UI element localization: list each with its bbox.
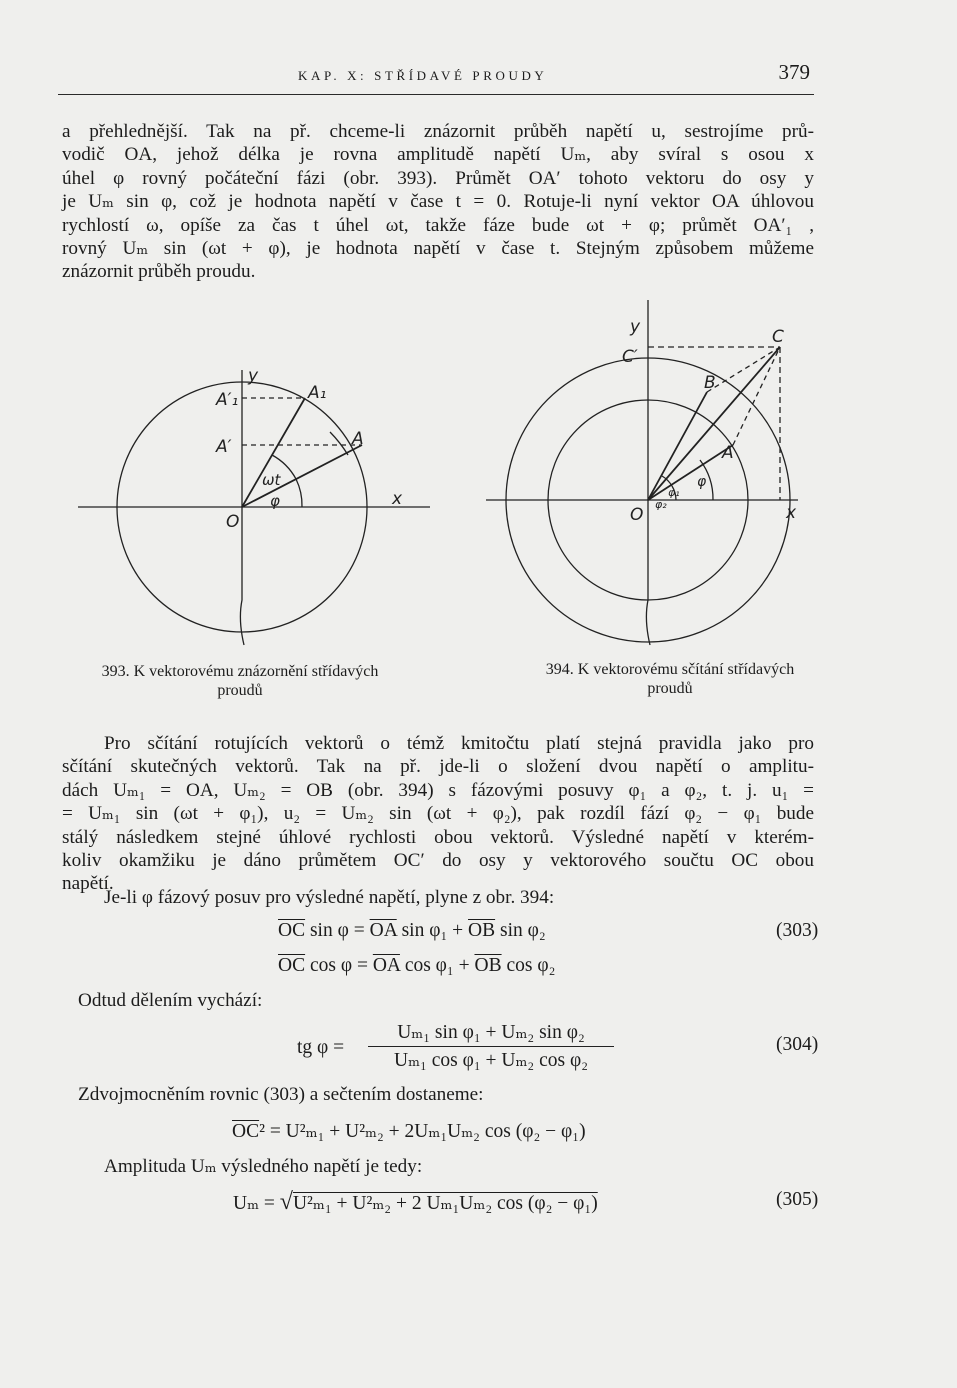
- fig393-circle: [117, 382, 367, 632]
- caption-393: [60, 662, 420, 700]
- fig393-arc-phi: [296, 479, 302, 507]
- equation-number-304: (304): [776, 1034, 819, 1055]
- fig394-label-phi: φ: [697, 474, 707, 490]
- fig393-label-omegat: ωt: [262, 471, 281, 489]
- eq-term: sin φ₂: [495, 920, 546, 941]
- text-line: = Uₘ₁ sin (ωt + φ₁), u₂ = Uₘ₂ sin (ωt + φ₂), pak rozdíl fází φ₂ − φ₁ bude: [62, 803, 814, 825]
- fig393-y-axis: [240, 370, 244, 645]
- eq-term: sin φ =: [305, 920, 370, 941]
- paragraph-intro: [62, 120, 814, 284]
- caption-line: 394. K vektorovému sčítání střídavých: [545, 661, 795, 678]
- fig393-arc-omegat: [272, 455, 296, 479]
- eq-term: Uₘ =: [233, 1193, 280, 1214]
- text-line: Pro sčítání rotujících vektorů o témž kmitočtu platí stejná pravidla jako pro: [104, 733, 814, 754]
- text-line: napětí.: [62, 873, 114, 895]
- fig393-arc-rot: [330, 432, 348, 455]
- eq-term: U²ₘ₁ + U²ₘ₂ + 2 Uₘ₁Uₘ₂ cos (φ₂ − φ₁): [292, 1193, 598, 1214]
- caption-line: 393. K vektorovému znázornění střídavých: [101, 663, 379, 680]
- fig394-label-C: C: [772, 327, 784, 347]
- fig394-outer-circle: [506, 358, 790, 642]
- fig394-label-origin: O: [630, 505, 644, 525]
- fig394-arc-phi1: [672, 486, 676, 500]
- fig394-label-y: y: [630, 317, 641, 337]
- equation-number-305: (305): [776, 1189, 819, 1210]
- text-division: Odtud dělením vychází:: [78, 990, 263, 1011]
- equation-303a: [278, 920, 546, 942]
- text-line: rychlostí ω, opíše za čas t úhel ωt, takže fáze bude ωt + φ; průmět OA′₁ ,: [62, 214, 814, 236]
- fig394-vector-OA: [648, 445, 733, 500]
- eq-term: cos φ =: [305, 955, 373, 976]
- eq-term: ² = U²ₘ₁ + U²ₘ₂ + 2Uₘ₁Uₘ₂ cos (φ₂ − φ₁): [259, 1121, 586, 1142]
- fig394-label-phi1: φ₁: [668, 486, 680, 499]
- fig394-vector-OB: [648, 392, 707, 500]
- equation-304-lhs: tg φ =: [297, 1037, 345, 1058]
- fig393-label-y: y: [248, 366, 259, 386]
- text-line: koliv okamžiku je dáno průmětem OC′ do osy y vektorového součtu OC obou: [62, 850, 814, 872]
- eq-term: $\overline{OC}$: [232, 1121, 260, 1142]
- equation-303b: [278, 955, 555, 977]
- fig394-parallel-BC: [707, 347, 780, 392]
- chapter-title: KAP. X: STŘÍDAVÉ PROUDY: [298, 68, 548, 83]
- equation-304-numerator: Uₘ₁ sin φ₁ + Uₘ₂ sin φ₂: [368, 1020, 614, 1047]
- text-line: stálý následkem stejné úhlové rychlosti obou vektorů. Výsledné napětí v kterém-: [62, 826, 814, 848]
- eq-term: $\overline{OB}$: [474, 955, 502, 976]
- text-line: sčítání skutečných vektorů. Tak na př. jde-li o složení dvou napětí o amplitu-: [62, 756, 814, 778]
- eq-term: $\overline{OA}$: [369, 920, 397, 941]
- paragraph-vector-sum: [62, 732, 814, 896]
- fig393-label-phi: φ: [270, 492, 280, 510]
- eq-term: sin φ₁ +: [396, 920, 469, 941]
- text-amplitude: Amplituda Uₘ výsledného napětí je tedy:: [104, 1156, 423, 1177]
- eq-term: cos φ₂: [501, 955, 556, 976]
- sqrt-sign: √: [279, 1189, 293, 1215]
- fig394-vector-OC: [648, 347, 780, 500]
- caption-line: proudů: [217, 682, 263, 699]
- text-squaring: Zdvojmocněním rovnic (303) a sečtením dostaneme:: [78, 1084, 484, 1105]
- equation-square: [232, 1119, 586, 1143]
- equation-304-denominator: Uₘ₁ cos φ₁ + Uₘ₂ cos φ₂: [393, 1050, 589, 1071]
- eq-term: $\overline{OC}$: [278, 955, 306, 976]
- eq-term: $\overline{OA}$: [372, 955, 400, 976]
- fig394-label-phi2: φ₂: [655, 498, 667, 511]
- text-line: úhel φ rovný počáteční fázi (obr. 393). Průmět OA′ tohoto vektoru do osy y: [62, 167, 814, 189]
- fig393-label-Aprime: A′: [216, 437, 232, 457]
- paragraph-phase-shift: Je-li φ fázový posuv pro výsledné napětí, plyne z obr. 394:: [104, 887, 555, 908]
- fig393-label-A: A: [352, 429, 364, 449]
- fig394-y-axis: [646, 300, 650, 645]
- fig394-label-B: B: [704, 373, 716, 393]
- page-number: 379: [778, 60, 810, 84]
- fig393-vector-OA: [242, 445, 362, 507]
- text-line: vodič OA, jehož délka je rovna amplitudě napětí Uₘ, aby svíral s osou x: [62, 144, 814, 166]
- fig393-label-x: x: [392, 489, 403, 509]
- text-line: znázornit průběh proudu.: [62, 261, 256, 283]
- eq-term: $\overline{OC}$: [278, 920, 306, 941]
- text-line: rovný Uₘ sin (ωt + φ), je hodnota napětí v čase t. Stejným způsobem můžeme: [62, 238, 814, 260]
- eq-term: $\overline{OB}$: [468, 920, 496, 941]
- eq-term: cos φ₁ +: [399, 955, 475, 976]
- fig394-arc-phi: [700, 460, 713, 500]
- fig394-label-x: x: [786, 503, 797, 523]
- caption-394: [525, 660, 815, 698]
- fig394-inner-circle: [548, 400, 748, 600]
- fig394-label-Cprime: C′: [622, 347, 638, 367]
- fig393-vector-OA1: [242, 398, 305, 507]
- fig393-label-A1prime: A′₁: [216, 390, 239, 410]
- fig393-label-origin: O: [226, 512, 240, 532]
- page-header: [58, 60, 814, 95]
- fig393-label-A1: A₁: [308, 383, 327, 403]
- equation-number-303: (303): [776, 920, 819, 941]
- text-line: je Uₘ sin φ, což je hodnota napětí v čase t = 0. Rotuje-li nyní vektor OA úhlovou: [62, 191, 814, 213]
- fig394-arc-phi2: [662, 476, 672, 486]
- text-line: dách Uₘ₁ = OA, Uₘ₂ = OB (obr. 394) s fázovými posuvy φ₁ a φ₂, t. j. u₁ =: [62, 779, 814, 801]
- text-line: a přehlednější. Tak na př. chceme-li znázornit průběh napětí u, sestrojíme prů-: [62, 121, 814, 142]
- caption-line: proudů: [647, 680, 693, 697]
- fig394-label-A: A: [722, 443, 734, 463]
- fig394-parallel-AC: [733, 347, 780, 445]
- equation-305: [233, 1189, 598, 1216]
